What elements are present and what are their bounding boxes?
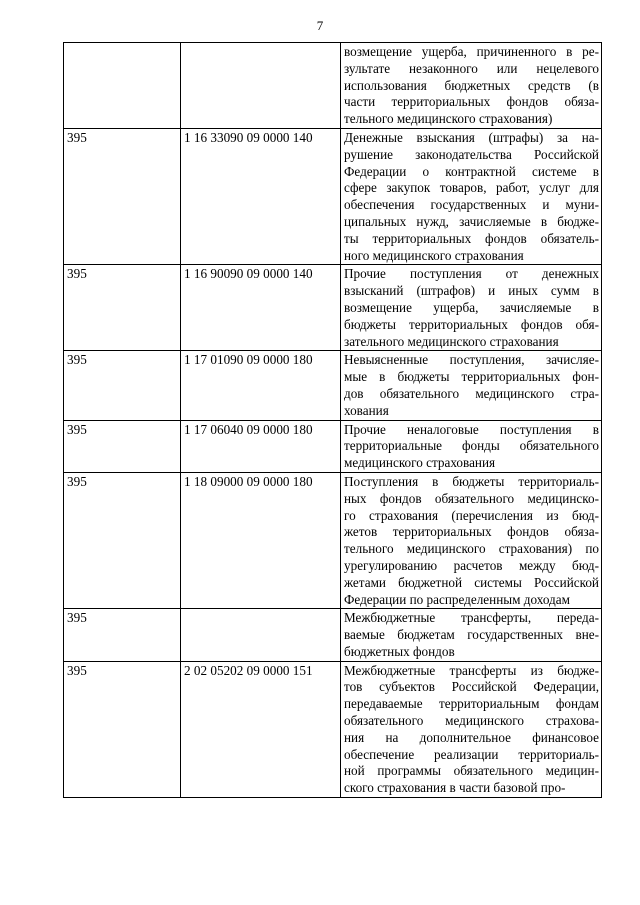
table-row [64, 265, 602, 351]
description-line: обеспечение реализации территориаль- [344, 746, 599, 762]
description-line: тельного медицинского страхования) по [344, 541, 599, 557]
description-line: ты территориальных фондов обязатель- [344, 230, 599, 246]
budget-classification-code-cell: 1 16 33090 09 0000 140 [181, 128, 341, 264]
description-line: ных фондов обязательного медицинско- [344, 490, 599, 506]
table-row [64, 351, 602, 420]
description-line: использования бюджетных средств (в [344, 77, 599, 93]
admin-code-cell: 395 [64, 128, 181, 264]
description-line: ного медицинского страхования [344, 247, 524, 263]
budget-codes-table [63, 42, 602, 798]
admin-code-cell: 395 [64, 661, 181, 797]
description-line: части территориальных фондов обяза- [344, 94, 599, 110]
table-row [64, 128, 602, 264]
budget-classification-code-cell: 1 16 90090 09 0000 140 [181, 265, 341, 351]
description-line: сфере закупок товаров, работ, услуг для [344, 180, 599, 196]
budget-classification-code-cell [181, 43, 341, 129]
description-line: зультате незаконного или нецелевого [344, 60, 599, 76]
description-line: ния на дополнительное финансовое [344, 729, 599, 745]
revenue-description-cell [341, 43, 602, 129]
table-row [64, 661, 602, 797]
revenue-description-cell [341, 661, 602, 797]
description-line: обеспечения государственных и муни- [344, 197, 599, 213]
description-line: дов обязательного медицинского стра- [344, 385, 599, 401]
description-line: взысканий (штрафов) и иных сумм в [344, 283, 599, 299]
table-row [64, 420, 602, 472]
admin-code-cell: 395 [64, 609, 181, 661]
budget-classification-code-cell: 1 18 09000 09 0000 180 [181, 472, 341, 608]
description-line: ваемые бюджетам государственных вне- [344, 627, 599, 643]
description-line: Поступления в бюджеты территориаль- [344, 473, 599, 489]
description-line: Прочие поступления от денежных [344, 266, 599, 282]
admin-code-cell [64, 43, 181, 129]
table-row [64, 472, 602, 608]
description-line: передаваемые территориальным фондам [344, 696, 599, 712]
budget-classification-code-cell: 1 17 01090 09 0000 180 [181, 351, 341, 420]
description-line: Межбюджетные трансферты, переда- [344, 610, 599, 626]
description-line: мые в бюджеты территориальных фон- [344, 369, 599, 385]
budget-classification-code-cell: 1 17 06040 09 0000 180 [181, 420, 341, 472]
description-line: медицинского страхования [344, 455, 496, 471]
table-row [64, 609, 602, 661]
description-line: хования [344, 402, 389, 418]
description-line: Невыясненные поступления, зачисляе- [344, 352, 599, 368]
description-line: жетами бюджетной системы Российской [344, 574, 599, 590]
description-line: обязательного медицинского страхова- [344, 713, 599, 729]
description-line: жетов территориальных фондов обяза- [344, 524, 599, 540]
admin-code-cell: 395 [64, 265, 181, 351]
description-line: рушение законодательства Российской [344, 146, 599, 162]
revenue-description-cell [341, 472, 602, 608]
revenue-description-cell [341, 420, 602, 472]
description-line: тельного медицинского страхования) [344, 111, 553, 127]
description-line: Федерации о контрактной системе в [344, 163, 599, 179]
revenue-description-cell [341, 609, 602, 661]
admin-code-cell: 395 [64, 420, 181, 472]
description-line: ципальных нужд, зачисляемые в бюдже- [344, 213, 599, 229]
description-line: Денежные взыскания (штрафы) за на- [344, 129, 599, 145]
description-line: Федерации по распределенным доходам [344, 591, 570, 607]
budget-classification-code-cell [181, 609, 341, 661]
revenue-description-cell [341, 128, 602, 264]
table-row [64, 43, 602, 129]
description-line: бюджеты территориальных фондов обя- [344, 316, 599, 332]
description-line: тов субъектов Российской Федерации, [344, 679, 599, 695]
revenue-description-cell [341, 265, 602, 351]
page-number: 7 [316, 18, 324, 33]
description-line: Межбюджетные трансферты из бюдже- [344, 662, 599, 678]
description-line: возмещение ущерба, зачисляемые в [344, 299, 599, 315]
revenue-description-cell [341, 351, 602, 420]
description-line: зательного медицинского страхования [344, 333, 559, 349]
description-line: го страхования (перечисления из бюд- [344, 507, 599, 523]
description-line: возмещение ущерба, причиненного в ре- [344, 44, 599, 59]
description-line: бюджетных фондов [344, 643, 455, 659]
admin-code-cell: 395 [64, 351, 181, 420]
description-line: территориальные фонды обязательного [344, 438, 599, 454]
description-line: урегулированию расчетов между бюд- [344, 557, 599, 573]
description-line: ной программы обязательного медицин- [344, 763, 599, 779]
budget-classification-code-cell: 2 02 05202 09 0000 151 [181, 661, 341, 797]
description-line: ского страхования в части базовой про- [344, 780, 566, 796]
description-line: Прочие неналоговые поступления в [344, 421, 599, 437]
table-body [64, 43, 602, 798]
admin-code-cell: 395 [64, 472, 181, 608]
